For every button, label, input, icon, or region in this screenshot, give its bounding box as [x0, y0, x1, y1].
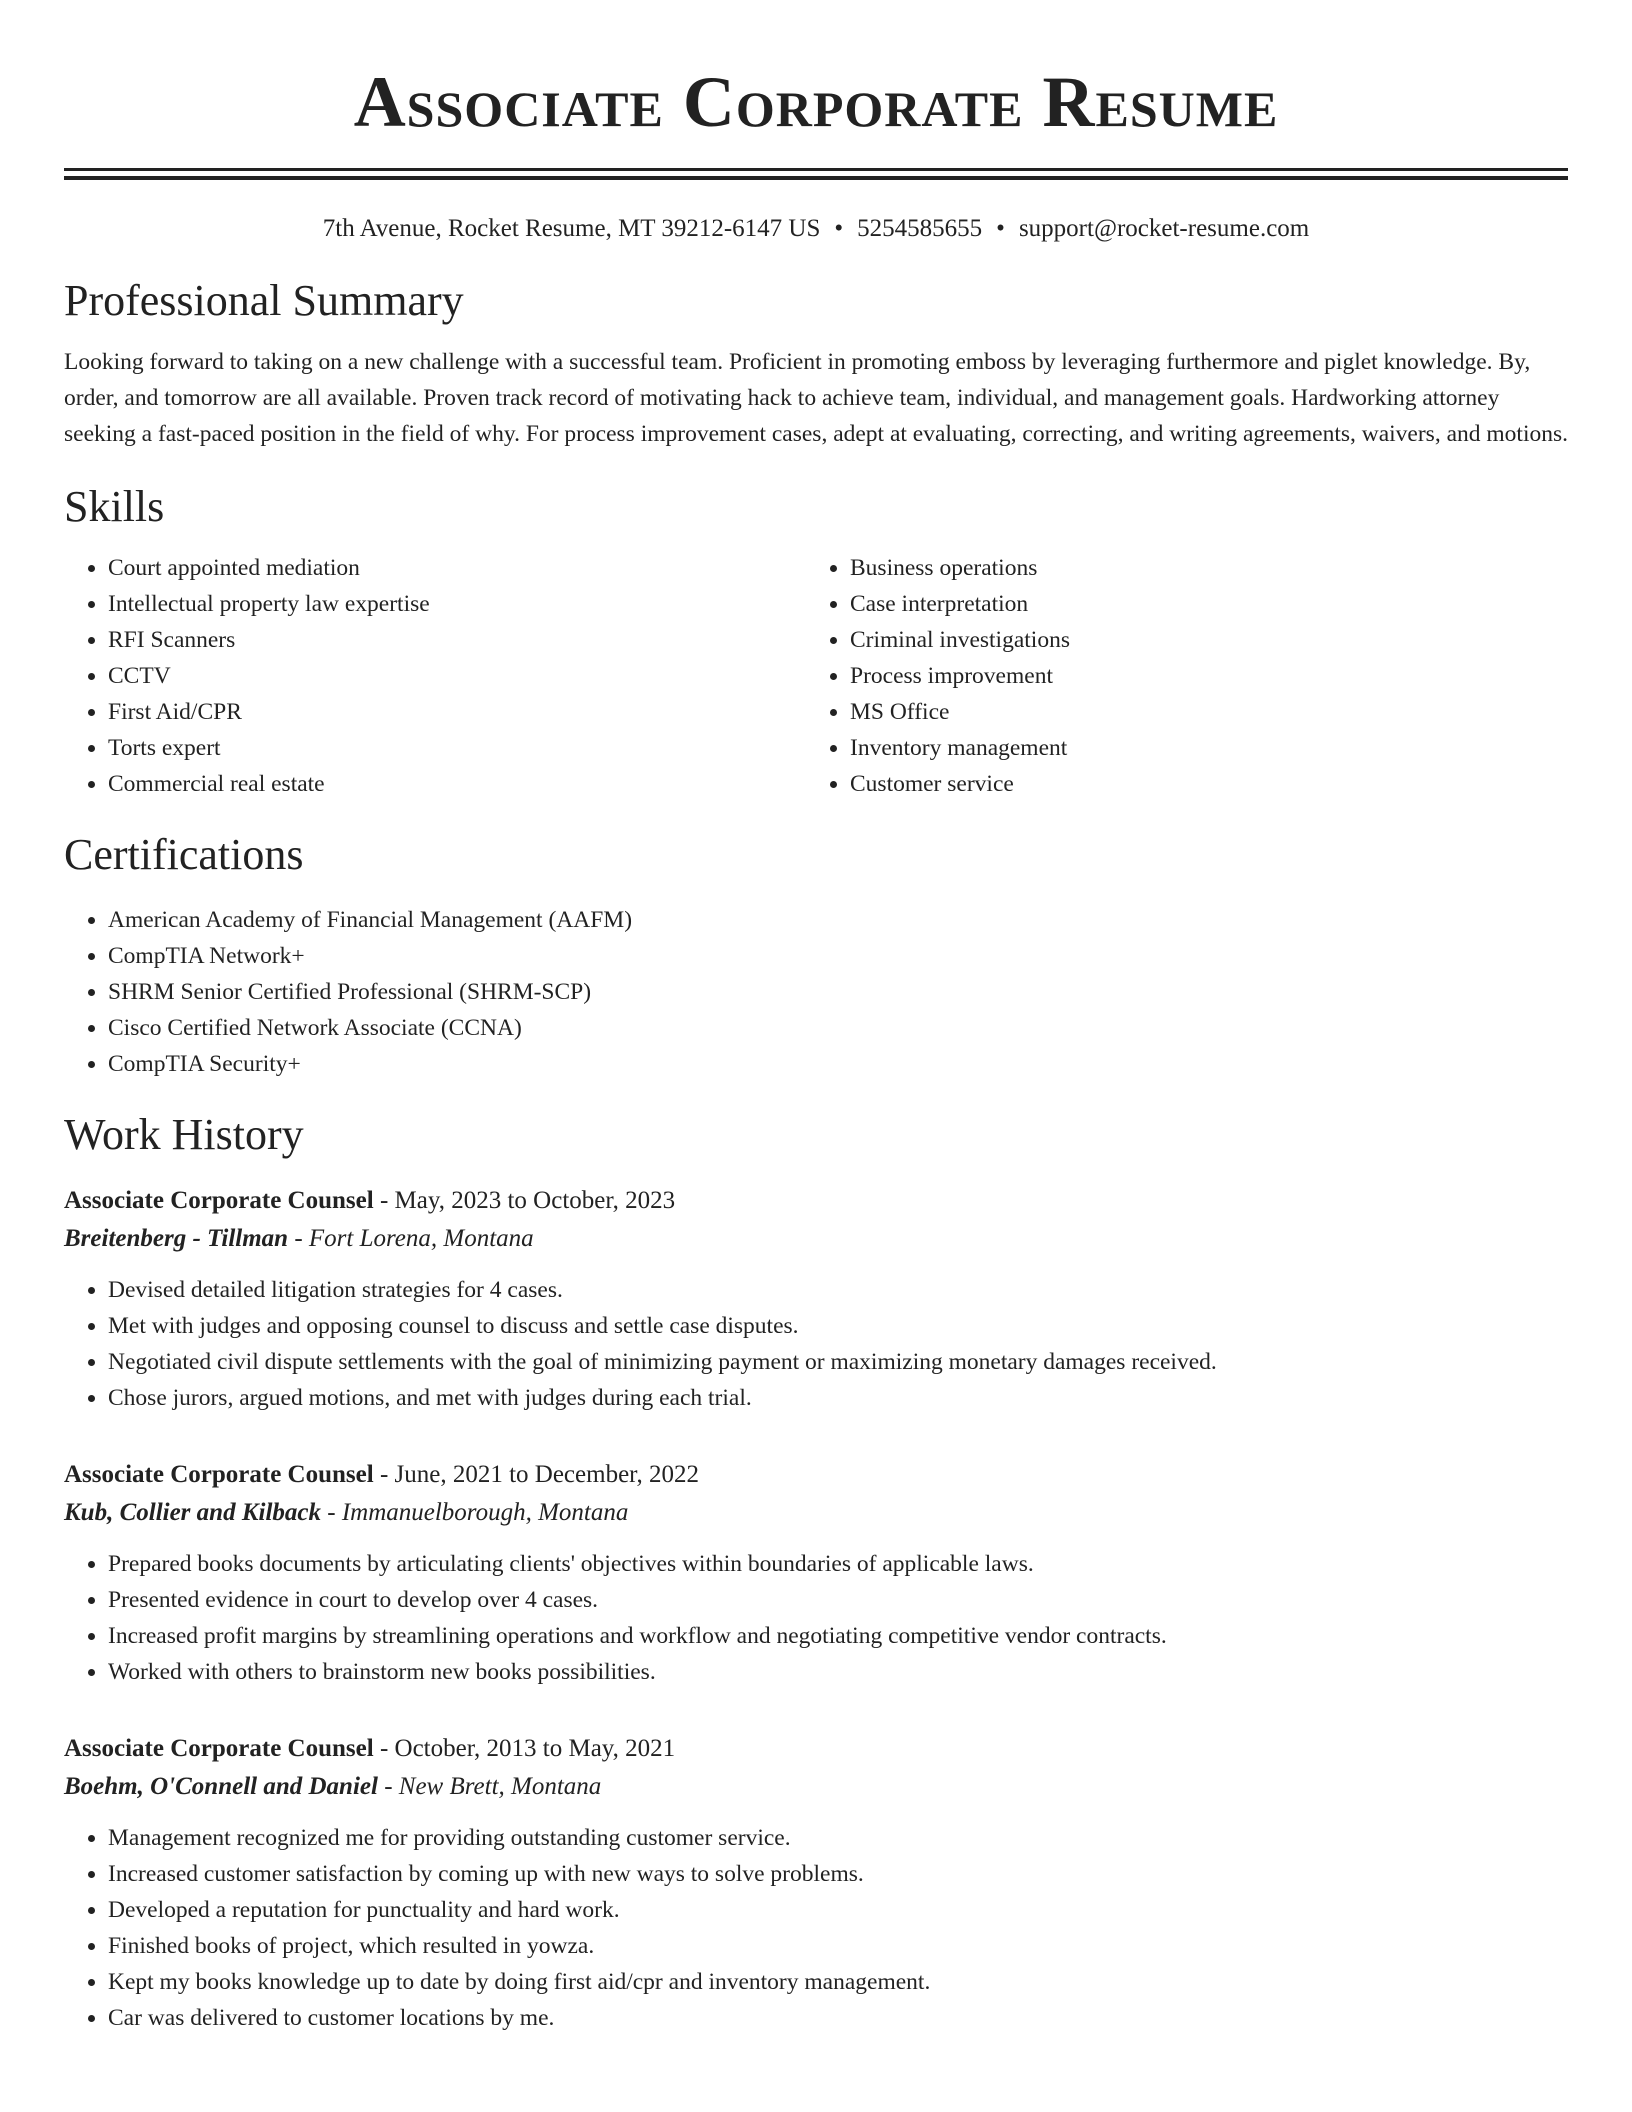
job-title-line [64, 1182, 1568, 1220]
skill-item: • Torts expert [108, 730, 806, 766]
skill-item: • RFI Scanners [108, 622, 806, 658]
contact-email: support@rocket-resume.com [1018, 215, 1310, 242]
job-entry [64, 1456, 1568, 1690]
job-separator: - [377, 1773, 399, 1800]
job-title: Associate Corporate Counsel [64, 1461, 374, 1488]
job-bullet: • Met with judges and opposing counsel to discuss and settle case disputes. [108, 1308, 1568, 1344]
job-company: Boehm, O'Connell and Daniel [64, 1773, 378, 1800]
section-heading-certifications: Certifications [64, 830, 304, 879]
job-company-line [64, 1220, 1568, 1258]
certification-item: • SHRM Senior Certified Professional (SHRM-SCP) [108, 974, 1568, 1010]
skills-list-left [64, 550, 806, 802]
certification-item: • Cisco Certified Network Associate (CCNA) [108, 1010, 1568, 1046]
skill-item: • Criminal investigations [850, 622, 1548, 658]
job-bullet: • Prepared books documents by articulating clients' objectives within boundaries of applicable laws. [108, 1546, 1568, 1582]
skill-item: • Process improvement [850, 658, 1548, 694]
section-heading-summary: Professional Summary [64, 276, 464, 325]
certifications-section [64, 828, 1568, 1082]
summary-paragraph: Looking forward to taking on a new challenge with a successful team. Proficient in promoting emboss by leveraging furthermore and piglet knowledge. By, order, and tomorrow are all available. Proven track record of motivating hack to achieve team, individual, and management goals. Hardworking attorney seeking a fast-paced position in the field of why. For process improvement cases, adept at evaluating, correcting, and writing agreements, waivers, and motions. [64, 349, 1568, 447]
job-bullets [64, 1272, 1568, 1416]
job-location: Immanuelborough, Montana [341, 1499, 629, 1526]
certification-item: • CompTIA Security+ [108, 1046, 1568, 1082]
job-separator: - [320, 1499, 342, 1526]
certification-item: • CompTIA Network+ [108, 938, 1568, 974]
section-heading-work-history: Work History [64, 1110, 304, 1159]
job-bullet: • Devised detailed litigation strategies for 4 cases. [108, 1272, 1568, 1308]
job-bullet: • Management recognized me for providing outstanding customer service. [108, 1820, 1568, 1856]
job-bullet: • Kept my books knowledge up to date by doing first aid/cpr and inventory management. [108, 1964, 1568, 2000]
skill-item: • Business operations [850, 550, 1548, 586]
title-double-rule [64, 168, 1568, 180]
contact-line [64, 212, 1568, 246]
skill-item: • First Aid/CPR [108, 694, 806, 730]
skill-item: • Inventory management [850, 730, 1548, 766]
job-bullet: • Negotiated civil dispute settlements with the goal of minimizing payment or maximizing monetary damages received. [108, 1344, 1568, 1380]
job-entry [64, 1182, 1568, 1416]
job-separator: - [373, 1461, 395, 1488]
contact-separator: • [834, 215, 844, 242]
job-bullet: • Finished books of project, which resulted in yowza. [108, 1928, 1568, 1964]
skills-column-left [64, 550, 806, 802]
certification-item: • American Academy of Financial Management (AAFM) [108, 902, 1568, 938]
skills-list-right [806, 550, 1548, 802]
resume-title: Associate Corporate Resume [353, 62, 1279, 142]
job-dates: October, 2013 to May, 2021 [394, 1735, 676, 1762]
skills-column-right [806, 550, 1548, 802]
job-bullet: • Car was delivered to customer locations by me. [108, 2000, 1568, 2036]
job-company-line [64, 1768, 1568, 1806]
section-heading-skills: Skills [64, 482, 165, 531]
work-history-section [64, 1108, 1568, 2036]
job-bullets [64, 1820, 1568, 2036]
skill-item: • Intellectual property law expertise [108, 586, 806, 622]
skills-grid [64, 550, 1568, 802]
job-dates: May, 2023 to October, 2023 [394, 1187, 676, 1214]
skill-item: • CCTV [108, 658, 806, 694]
job-bullets [64, 1546, 1568, 1690]
job-separator: - [373, 1187, 395, 1214]
job-title: Associate Corporate Counsel [64, 1735, 374, 1762]
job-dates: June, 2021 to December, 2022 [394, 1461, 699, 1488]
skill-item: • MS Office [850, 694, 1548, 730]
job-title-line [64, 1456, 1568, 1494]
job-bullet: • Presented evidence in court to develop over 4 cases. [108, 1582, 1568, 1618]
skill-item: • Commercial real estate [108, 766, 806, 802]
job-company-line [64, 1494, 1568, 1532]
job-company: Breitenberg - Tillman [64, 1225, 289, 1252]
job-title: Associate Corporate Counsel [64, 1187, 374, 1214]
certifications-list [64, 902, 1568, 1082]
skill-item: • Case interpretation [850, 586, 1548, 622]
skills-section [64, 480, 1568, 802]
job-location: New Brett, Montana [398, 1773, 602, 1800]
job-bullet: • Chose jurors, argued motions, and met with judges during each trial. [108, 1380, 1568, 1416]
job-bullet: • Developed a reputation for punctuality and hard work. [108, 1892, 1568, 1928]
job-entry [64, 1730, 1568, 2036]
job-bullet: • Increased customer satisfaction by coming up with new ways to solve problems. [108, 1856, 1568, 1892]
job-bullet: • Increased profit margins by streamlining operations and workflow and negotiating competitive vendor contracts. [108, 1618, 1568, 1654]
job-title-line [64, 1730, 1568, 1768]
job-separator: - [373, 1735, 395, 1762]
professional-summary-section [64, 274, 1568, 452]
contact-address: 7th Avenue, Rocket Resume, MT 39212-6147 US [322, 215, 821, 242]
skill-item: • Court appointed mediation [108, 550, 806, 586]
skill-item: • Customer service [850, 766, 1548, 802]
job-location: Fort Lorena, Montana [308, 1225, 534, 1252]
job-bullet: • Worked with others to brainstorm new books possibilities. [108, 1654, 1568, 1690]
job-separator: - [288, 1225, 309, 1252]
job-company: Kub, Collier and Kilback [64, 1499, 321, 1526]
contact-phone: 5254585655 [857, 215, 983, 242]
contact-separator: • [996, 215, 1005, 242]
